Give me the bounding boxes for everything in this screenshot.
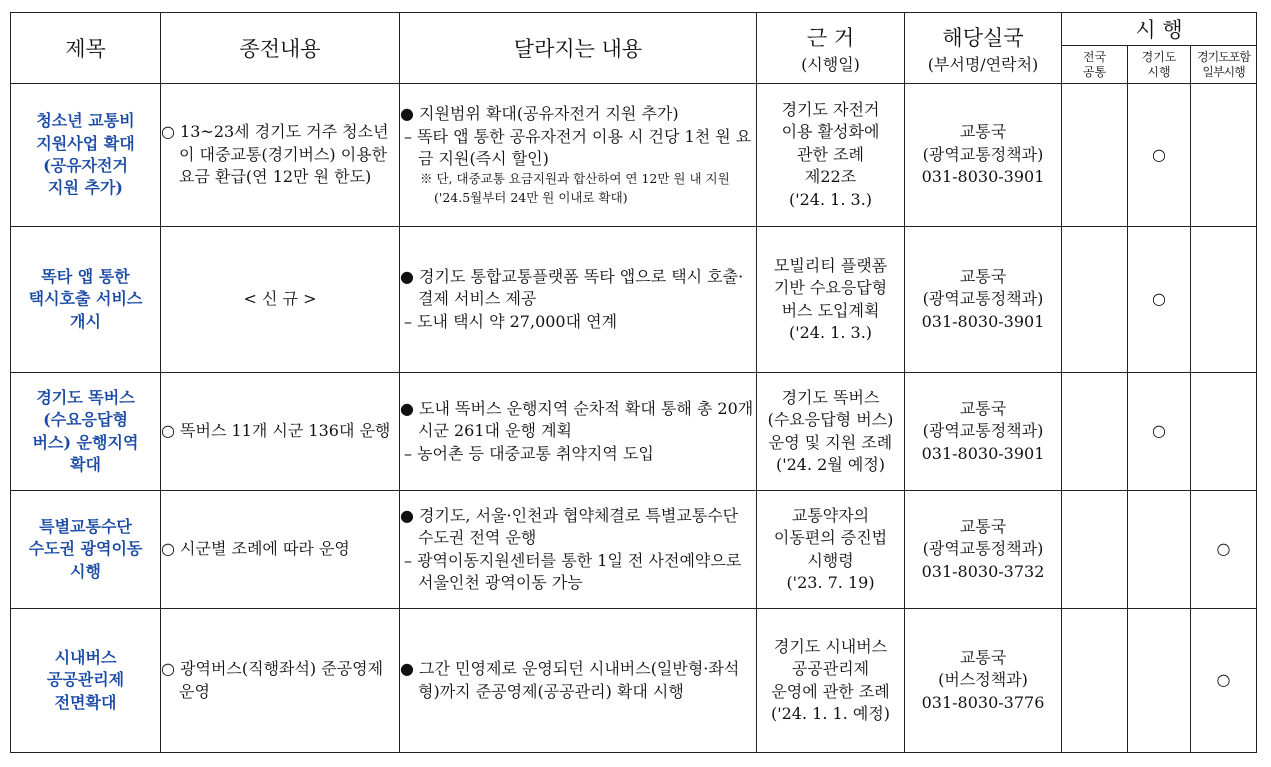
row-previous-text: ○ 광역버스(직행좌석) 준공영제 운영 [161,659,384,701]
header-basis [757,13,905,84]
row-dept [905,227,1062,373]
row-basis-line: ('24. 1. 1. 예정) [770,703,891,723]
row-dept-line: 교통국 [959,398,1007,418]
header-dept-main: 해당실국 [942,25,1024,50]
row-dept-line: (광역교통정책과) [922,421,1044,441]
row-title-line: (공유자전거 [43,156,128,175]
header-row [11,13,1257,46]
row-title [11,227,161,373]
row-impl-nation [1062,609,1128,753]
row-basis-line: 경기도 자전거 [781,100,880,120]
row-changes [400,373,757,491]
row-impl-nation [1062,373,1128,491]
row-basis [757,227,905,373]
row-previous-text: ○ 똑버스 11개 시군 136대 운행 [161,421,391,441]
row-dept-line: 교통국 [959,122,1007,142]
row-impl-nation [1062,84,1128,227]
row-title [11,84,161,227]
header-basis-main: 근 거 [806,25,855,50]
row-previous [161,373,400,491]
header-changes [400,13,757,84]
row-title-line: (수요응답형 [43,410,128,430]
row-basis-line: ('24. 1. 3.) [788,189,873,209]
row-title-line: 공공관리제 [46,670,125,690]
row-dept-line: 031-8030-3901 [921,311,1045,331]
row-basis-line: 기반 수요응답형 [773,278,888,298]
row-basis-line: (수요응답형 버스) [767,410,894,430]
row-title-line: 전면확대 [54,692,117,712]
row-title-line: 개시 [70,311,101,331]
row-basis-line: 운영 및 지원 조례 [768,432,893,452]
row-dept [905,84,1062,227]
row-dept [905,373,1062,491]
row-impl-gyeonggi: ○ [1128,227,1191,373]
row-dept-line: 교통국 [959,516,1007,536]
row-change-bullet: ● 경기도, 서울·인천과 협약체결로 특별교통수단 수도권 전역 운행 [400,505,739,548]
row-previous-text: ○ 13~23세 경기도 거주 청소년이 대중교통(경기버스) 이용한 요금 환급(연 12만 원 한도) [161,122,389,187]
row-basis [757,373,905,491]
row-dept [905,491,1062,609]
row-title-line: 확대 [70,454,101,474]
row-basis-line: 운영에 관한 조례 [771,681,890,701]
table-body [11,84,1257,753]
row-title-line: 택시호출 서비스 [28,289,143,309]
row-title-line: 수도권 광역이동 [28,539,143,559]
row-change-sub: – 도내 택시 약 27,000대 연계 [404,311,618,331]
row-basis-line: 이동편의 증진법 [773,528,888,548]
row-basis-line: ('24. 2월 예정) [775,454,886,474]
row-dept-line: 교통국 [959,647,1007,667]
row-basis-line: 관한 조례 [797,144,864,164]
row-basis [757,491,905,609]
row-basis-line: 경기도 시내버스 [773,636,888,656]
row-previous-text: ○ 시군별 조례에 따라 운영 [161,539,350,559]
row-title-line: 경기도 똑버스 [36,387,135,407]
table-row [11,84,1257,227]
row-previous [161,84,400,227]
row-basis-line: 제22조 [804,167,857,187]
row-basis-line: ('24. 1. 3.) [788,322,873,342]
row-changes [400,609,757,753]
row-dept-line: (광역교통정책과) [922,144,1044,164]
table-row [11,373,1257,491]
row-impl-gyeonggi [1128,609,1191,753]
row-change-bullet: ● 지원범위 확대(공유자전거 지원 추가) [400,104,679,124]
row-dept-line: 031-8030-3901 [921,167,1045,187]
header-impl-partial [1191,46,1257,84]
header-impl-gyeonggi [1128,46,1191,84]
row-title-line: 청소년 교통비 [36,111,135,131]
row-basis-line: 공공관리제 [791,659,870,679]
table-row [11,227,1257,373]
header-impl-gyeonggi-line1: 경기도 [1141,49,1177,64]
header-impl-partial-line2: 일부시행 [1202,64,1245,79]
row-change-bullet: ● 경기도 통합교통플랫폼 똑타 앱으로 택시 호출·결제 서비스 제공 [400,266,744,309]
row-title-line: 시행 [70,561,101,581]
header-changes-text: 달라지는 내용 [513,37,643,61]
row-changes [400,84,757,227]
row-title-line: 시내버스 [54,647,117,667]
header-impl-nation-line2: 공통 [1082,64,1107,79]
row-impl-partial: ○ [1191,491,1257,609]
header-previous [161,13,400,84]
row-dept-line: (버스정책과) [938,670,1028,690]
row-title [11,609,161,753]
row-basis [757,609,905,753]
header-impl [1062,13,1257,46]
header-impl-partial-line1: 경기도포함 [1197,49,1250,64]
row-impl-partial [1191,227,1257,373]
row-previous-text: < 신 규 > [243,289,317,309]
header-title [11,13,161,84]
row-basis [757,84,905,227]
row-basis-line: 버스 도입계획 [781,300,880,320]
row-previous [161,227,400,373]
row-title-line: 지원사업 확대 [36,133,135,153]
header-dept-sub: (부서명/연락처) [927,54,1039,74]
row-change-note: ※ 단, 대중교통 요금지원과 합산하여 연 12만 원 내 지원('24.5월부터 24만 원 이내로 확대) [420,171,730,205]
row-dept [905,609,1062,753]
row-change-sub: – 광역이동지원센터를 통한 1일 전 사전예약으로 서울인천 광역이동 가능 [404,550,742,592]
row-impl-nation [1062,227,1128,373]
row-dept-line: 031-8030-3901 [921,443,1045,463]
row-basis-line: 경기도 똑버스 [781,387,880,407]
row-basis-line: 모빌리티 플랫폼 [773,255,888,275]
row-previous [161,609,400,753]
table-row [11,491,1257,609]
row-title-line: 똑타 앱 통한 [41,266,130,286]
row-change-bullet: ● 도내 똑버스 운행지역 순차적 확대 통해 총 20개 시군 261대 운행 계획 [400,398,754,441]
row-impl-partial [1191,373,1257,491]
row-dept-line: 교통국 [959,266,1007,286]
row-title [11,373,161,491]
policy-changes-table [10,12,1257,753]
row-impl-partial: ○ [1191,609,1257,753]
row-dept-line: 031-8030-3732 [921,561,1045,581]
row-impl-partial [1191,84,1257,227]
row-change-sub: – 똑타 앱 통한 공유자전거 이용 시 건당 1천 원 요금 지원(즉시 할인) [404,126,752,169]
header-impl-nation-line1: 전국 [1082,49,1107,64]
header-impl-text: 시 행 [1135,18,1183,42]
row-title-line: 지원 추가) [48,178,123,198]
row-title-line: 특별교통수단 [39,516,132,536]
header-dept [905,13,1062,84]
row-change-sub: – 농어촌 등 대중교통 취약지역 도입 [404,443,654,463]
row-basis-line: 교통약자의 [791,505,870,525]
row-impl-gyeonggi: ○ [1128,373,1191,491]
row-dept-line: (광역교통정책과) [922,539,1044,559]
row-impl-gyeonggi [1128,491,1191,609]
row-impl-gyeonggi: ○ [1128,84,1191,227]
header-impl-gyeonggi-line2: 시행 [1147,64,1171,79]
row-changes [400,227,757,373]
row-changes [400,491,757,609]
row-impl-nation [1062,491,1128,609]
row-change-bullet: ● 그간 민영제로 운영되던 시내버스(일반형·좌석형)까지 준공영제(공공관리) 확대 시행 [400,659,740,701]
row-basis-line: 이용 활성화에 [781,122,880,142]
header-title-text: 제목 [65,37,106,61]
row-dept-line: (광역교통정책과) [922,289,1044,309]
header-basis-sub: (시행일) [801,54,860,74]
row-title [11,491,161,609]
row-previous [161,491,400,609]
header-impl-nation [1062,46,1128,84]
row-title-line: 버스) 운행지역 [32,432,139,452]
table-row [11,609,1257,753]
row-basis-line: 시행령 [807,550,854,570]
row-dept-line: 031-8030-3776 [921,692,1045,712]
header-previous-text: 종전내용 [239,37,321,61]
row-basis-line: ('23. 7. 19) [786,572,875,592]
